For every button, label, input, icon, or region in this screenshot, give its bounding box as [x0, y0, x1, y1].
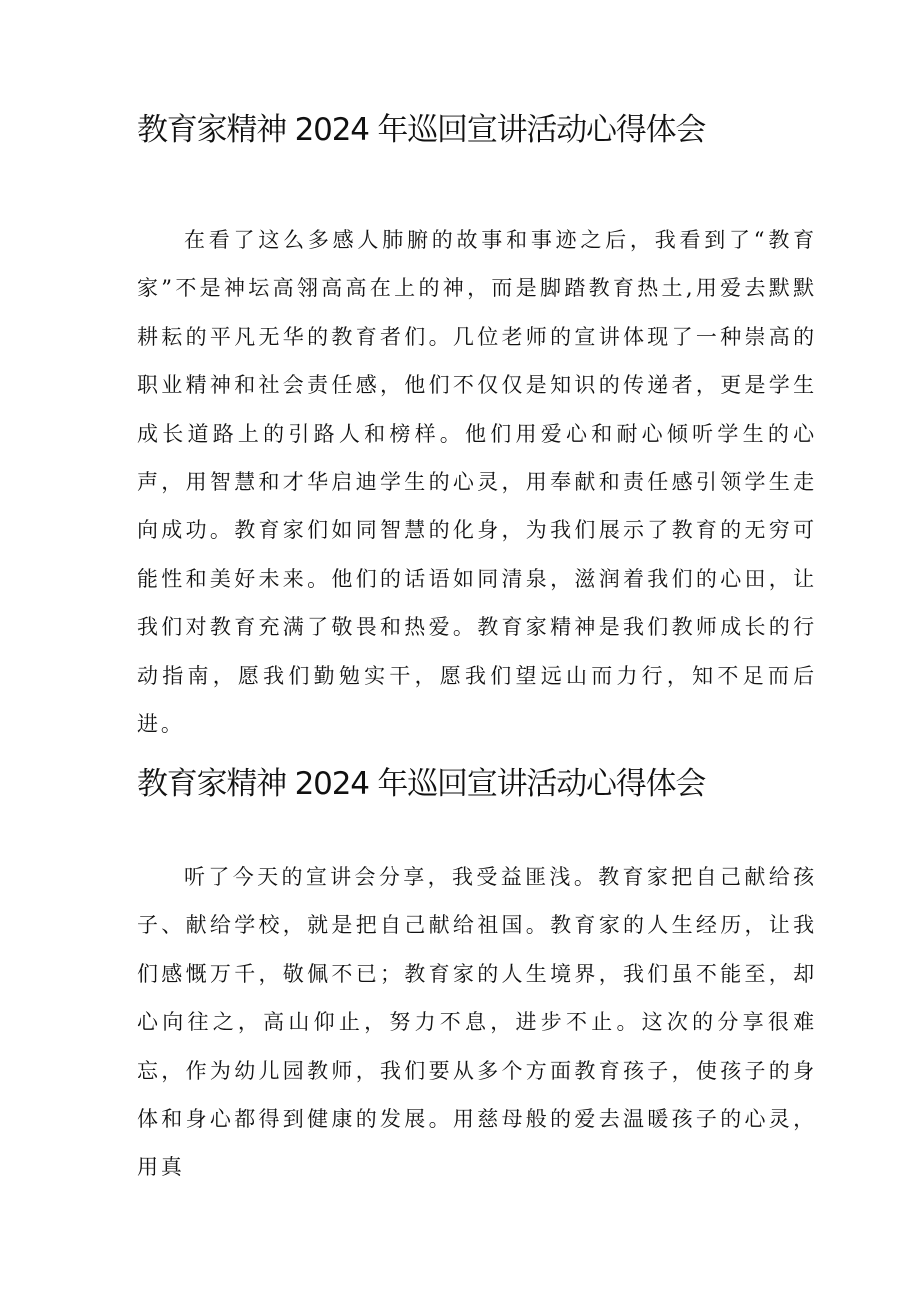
- section-2-title: 教育家精神 2024 年巡回宣讲活动心得体会: [137, 766, 706, 802]
- section-1-body: 在看了这么多感人肺腑的故事和事迹之后，我看到了“教育家”不是神坛高翎高高在上的神，而是脚踏教育热土,用爱去默默耕耘的平凡无华的教育者们。几位老师的宣讲体现了一种崇高的职业精神和社会责任感，他们不仅仅是知识的传递者，更是学生成长道路上的引路人和榜样。他们用爱心和耐心倾听学生的心声，用智慧和才华启迪学生的心灵，用奉献和责任感引领学生走向成功。教育家们如同智慧的化身，为我们展示了教育的无穷可能性和美好未来。他们的话语如同清泉，滋润着我们的心田，让我们对教育充满了敬畏和热爱。教育家精神是我们教师成长的行动指南，愿我们勤勉实干，愿我们望远山而力行，知不足而后进。: [137, 228, 817, 737]
- section-1-title: 教育家精神 2024 年巡回宣讲活动心得体会: [137, 112, 706, 148]
- section-2-body: 听了今天的宣讲会分享，我受益匪浅。教育家把自己献给孩子、献给学校，就是把自己献给祖国。教育家的人生经历，让我们感慨万千，敬佩不已；教育家的人生境界，我们虽不能至，却心向往之，高山仰止，努力不息，进步不止。这次的分享很难忘，作为幼儿园教师，我们要从多个方面教育孩子，使孩子的身体和身心都得到健康的发展。用慈母般的爱去温暖孩子的心灵，用真: [137, 865, 817, 1180]
